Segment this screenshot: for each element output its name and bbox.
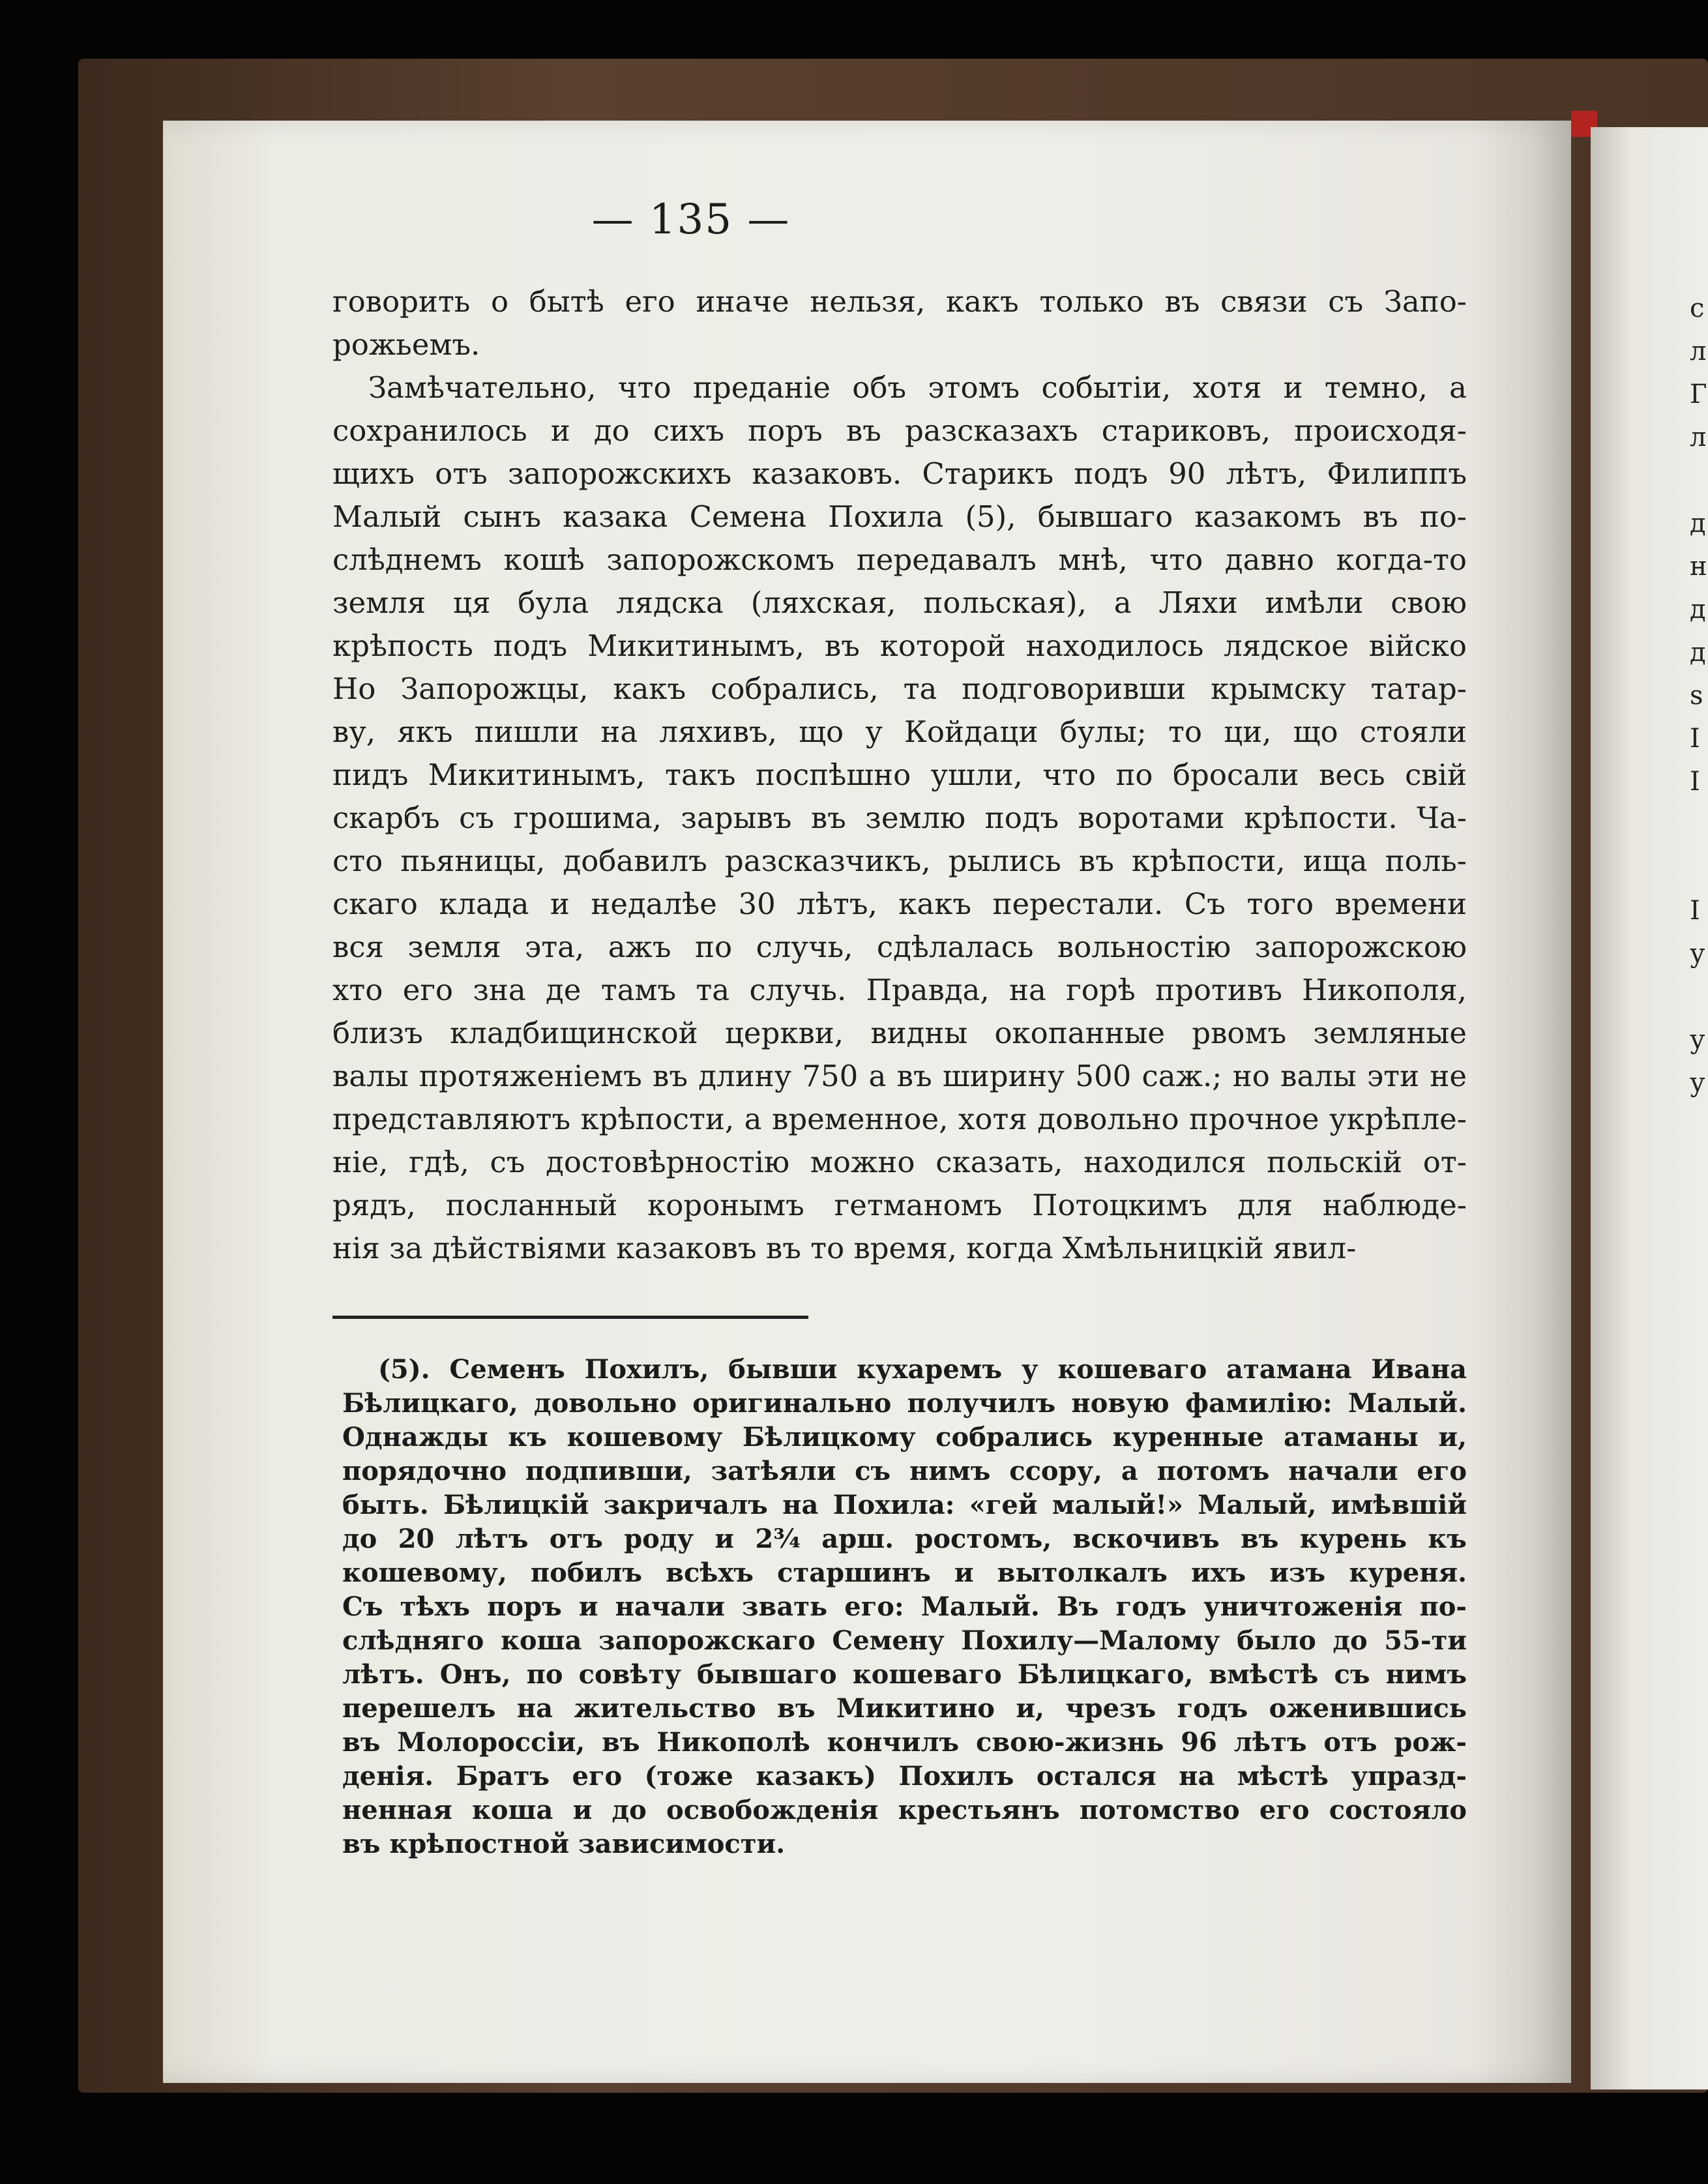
edge-glyph <box>1690 803 1708 846</box>
text-line: земля ця була лядска (ляхская, польская), а Ляхи имѣли свою <box>332 585 1467 620</box>
edge-glyph <box>1690 975 1708 1018</box>
footnote-line: перешелъ на жительство въ Микитино и, чрезъ годъ оженившись <box>342 1693 1467 1724</box>
edge-glyph: д <box>1690 595 1706 625</box>
footnote-line: Бѣлицкаго, довольно оригинально получилъ новую фамилію: Малый. <box>342 1388 1467 1419</box>
footnote-line: Съ тѣхъ поръ и начали звать его: Малый. Въ годъ уничтоженія по- <box>342 1591 1467 1622</box>
edge-glyph: I <box>1690 724 1700 754</box>
text-line: говорить о бытѣ его иначе нельзя, какъ только въ связи съ Запо- <box>332 284 1467 319</box>
text-line: сохранилось и до сихъ поръ въ разсказахъ стариковъ, происходя- <box>332 413 1467 448</box>
text-line: представляютъ крѣпости, а временное, хотя довольно прочное укрѣпле- <box>332 1102 1467 1136</box>
footnote-line: Однажды къ кошевому Бѣлицкому собрались куренные атаманы и, <box>342 1422 1467 1453</box>
text-line: крѣпость подъ Микитинымъ, въ которой находилось лядское війско <box>332 628 1467 663</box>
text-line: скарбъ съ грошима, зарывъ въ землю подъ воротами крѣпости. Ча- <box>332 801 1467 835</box>
text-line: Замѣчательно, что преданіе объ этомъ событіи, хотя и темно, а <box>368 370 1467 405</box>
edge-glyph: I <box>1690 767 1700 797</box>
edge-glyph: л <box>1690 422 1707 452</box>
edge-glyph: д <box>1690 509 1706 539</box>
footnote-line: до 20 лѣтъ отъ роду и 2¾ арш. ростомъ, вскочивъ въ курень къ <box>342 1524 1467 1554</box>
text-line: Малый сынъ казака Семена Похила (5), бывшаго казакомъ въ по- <box>332 499 1467 534</box>
text-line: нія за дѣйствіями казаковъ въ то время, когда Хмѣльницкій явил- <box>332 1231 1357 1265</box>
text-line: ніе, гдѣ, съ достовѣрностію можно сказать, находился польскій от- <box>332 1145 1467 1179</box>
edge-glyph: Г <box>1690 379 1707 409</box>
text-line: ву, якъ пишли на ляхивъ, що у Койдаци булы; то ци, що стояли <box>332 715 1467 749</box>
footnote-line: въ крѣпостной зависимости. <box>342 1829 786 1859</box>
text-line: щихъ отъ запорожскихъ казаковъ. Старикъ подъ 90 лѣтъ, Филиппъ <box>332 456 1467 491</box>
footnote-line: слѣдняго коша запорожскаго Семену Похилу—Малому было до 55-ти <box>342 1625 1467 1656</box>
edge-glyph: н <box>1690 552 1707 582</box>
footnote-line: денія. Братъ его (тоже казакъ) Похилъ остался на мѣстѣ упразд- <box>342 1761 1467 1792</box>
right-page-edge-text <box>1690 287 1708 1104</box>
text-line: рожьемъ. <box>332 327 480 362</box>
footnote-line: (5). Семенъ Похилъ, бывши кухаремъ у кошеваго атамана Ивана <box>378 1354 1467 1385</box>
edge-glyph: с <box>1690 293 1705 323</box>
edge-glyph: у <box>1690 1025 1705 1055</box>
edge-glyph: у <box>1690 939 1705 969</box>
footnote-line: кошевому, побилъ всѣхъ старшинъ и вытолкалъ ихъ изъ куреня. <box>342 1557 1467 1588</box>
edge-glyph: у <box>1690 1068 1705 1098</box>
footnote <box>342 1353 1467 1861</box>
text-line: Но Запорожцы, какъ собрались, та подговоривши крымску татар- <box>332 671 1467 706</box>
edge-glyph: д <box>1690 638 1706 668</box>
main-text <box>332 280 1467 1270</box>
text-line: рядъ, посланный коронымъ гетманомъ Потоцкимъ для наблюде- <box>332 1188 1467 1222</box>
text-line: близъ кладбищинской церкви, видны окопанные рвомъ земляные <box>332 1016 1467 1050</box>
edge-glyph <box>1690 846 1708 889</box>
footnote-line: быть. Бѣлицкій закричалъ на Похила: «гей малый!» Малый, имѣвшій <box>342 1490 1467 1520</box>
text-line: пидъ Микитинымъ, такъ поспѣшно ушли, что по бросали весь свій <box>332 758 1467 792</box>
text-line: вся земля эта, ажъ по случь, сдѣлалась вольностію запорожскою <box>332 930 1467 964</box>
text-line: хто его зна де тамъ та случь. Правда, на горѣ противъ Никополя, <box>332 973 1467 1007</box>
text-line: скаго клада и недалѣе 30 лѣтъ, какъ перестали. Съ того времени <box>332 887 1467 921</box>
edge-glyph <box>1690 459 1708 502</box>
edge-glyph: s <box>1690 681 1703 711</box>
footnote-line: порядочно подпивши, затѣяли съ нимъ ссору, а потомъ начали его <box>342 1456 1467 1486</box>
page-number: — 135 — <box>591 196 791 244</box>
footnote-line: лѣтъ. Онъ, по совѣту бывшаго кошеваго Бѣлицкаго, вмѣстѣ съ нимъ <box>342 1659 1467 1690</box>
text-line: слѣднемъ кошѣ запорожскомъ передавалъ мнѣ, что давно когда-то <box>332 542 1467 577</box>
edge-glyph: I <box>1690 896 1700 926</box>
footnote-divider <box>332 1316 808 1319</box>
text-line: сто пьяницы, добавилъ разсказчикъ, рылись въ крѣпости, ища поль- <box>332 844 1467 878</box>
footnote-line: въ Молороссіи, въ Никополѣ кончилъ свою-жизнь 96 лѣтъ отъ рож- <box>342 1727 1467 1758</box>
edge-glyph: л <box>1690 336 1707 366</box>
footnote-line: ненная коша и до освобожденія крестьянъ потомство его состояло <box>342 1795 1467 1825</box>
text-line: валы протяженіемъ въ длину 750 а въ ширину 500 саж.; но валы эти не <box>332 1059 1467 1093</box>
